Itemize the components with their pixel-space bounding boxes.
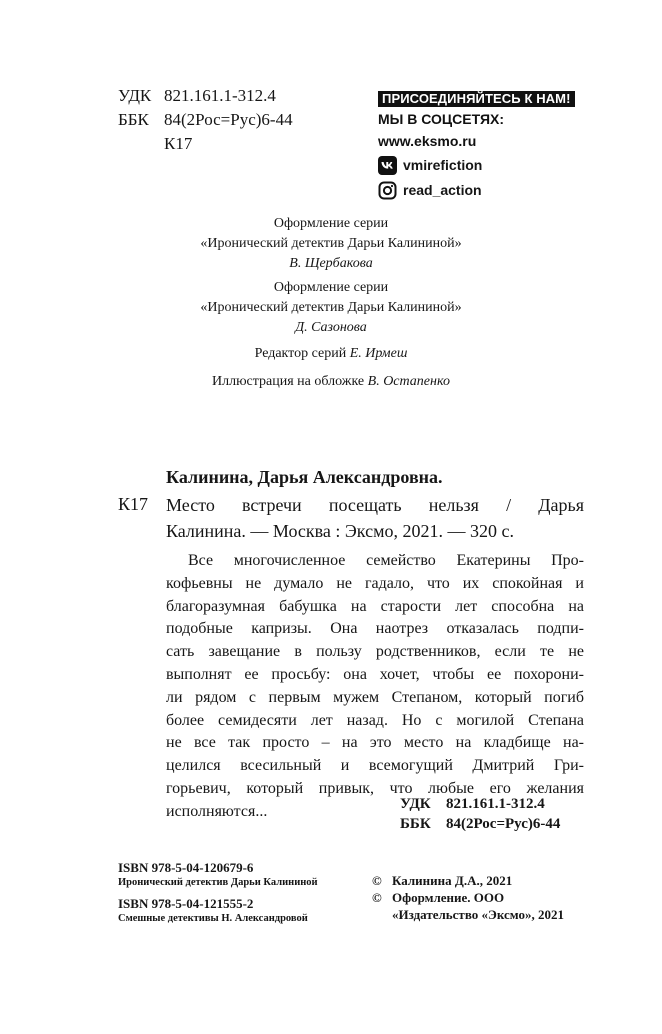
copyright-icon: © (372, 890, 382, 905)
series-design-credit-1 (0, 214, 662, 274)
annotation-line: не все так просто – на это место на кладбище на- (166, 734, 584, 752)
bbk-value: 84(2Рос=Рус)6-44 (164, 110, 293, 129)
instagram-handle: read_action (403, 182, 482, 198)
book-description-line: Калинина. — Москва : Эксмо, 2021. — 320 с. (166, 521, 514, 541)
vk-link[interactable] (378, 153, 575, 177)
vk-icon (378, 156, 397, 175)
udk-label: УДК (118, 86, 152, 105)
bbk-label: ББК (400, 816, 431, 832)
book-description-line: Место встречи посещать нельзя / Дарья (166, 495, 584, 515)
instagram-link[interactable] (378, 178, 575, 202)
annotation-line: подобные капризы. Она наотрез отказалась подпи- (166, 620, 584, 638)
credit-series: «Иронический детектив Дарьи Калининой» (200, 236, 462, 251)
annotation (166, 550, 584, 824)
annotation-line: целился всесильный и всемогущий Дмитрий Гри- (166, 757, 584, 775)
website-link[interactable]: www.eksmo.ru (378, 133, 477, 149)
credit-heading: Оформление серии (273, 280, 389, 295)
annotation-line: горьевич, который привык, что любые его желания (166, 779, 584, 797)
classification-top (118, 84, 293, 156)
annotation-line: благоразумная бабушка на старости лет способна на (166, 597, 584, 615)
illustration-name: В. Остапенко (367, 374, 450, 389)
illustration-credit (0, 372, 662, 392)
vk-handle: vmirefiction (403, 157, 483, 173)
isbn-2: ISBN 978-5-04-121555-2 (118, 896, 254, 911)
credit-heading: Оформление серии (273, 216, 389, 231)
credit-name: Д. Сазонова (295, 320, 367, 335)
copyright-publisher: «Издательство «Эксмо», 2021 (392, 907, 564, 922)
annotation-line: выполнят ее просьбу: она хочет, чтобы ее похорони- (166, 665, 584, 683)
author-code: К17 (118, 494, 149, 514)
udk-label: УДК (400, 796, 431, 812)
editor-credit (0, 344, 662, 364)
author-mark: К17 (164, 134, 193, 153)
credit-series: «Иронический детектив Дарьи Калининой» (200, 300, 462, 315)
classification-bottom (400, 794, 560, 834)
editor-name: Е. Ирмеш (349, 346, 408, 361)
udk-value: 821.161.1-312.4 (446, 796, 545, 812)
copyright-block (372, 872, 564, 923)
copyright-design: Оформление. ООО (392, 890, 505, 905)
join-banner: ПРИСОЕДИНЯЙТЕСЬ К НАМ! (378, 91, 575, 107)
udk-value: 821.161.1-312.4 (164, 86, 276, 105)
annotation-line: Все многочисленное семейство Екатерины Про- (188, 552, 584, 569)
bbk-value: 84(2Рос=Рус)6-44 (446, 816, 561, 832)
isbn-1-series: Иронический детектив Дарьи Калининой (118, 877, 318, 888)
annotation-line: более семидесяти лет назад. Но с могилой Степана (166, 711, 584, 729)
book-description (166, 492, 584, 544)
isbn-1: ISBN 978-5-04-120679-6 (118, 860, 254, 875)
isbn-2-series: Смешные детективы Н. Александровой (118, 913, 308, 924)
annotation-line: сать завещание в пользу родственников, если те не (166, 643, 584, 661)
bbk-label: ББК (118, 110, 149, 129)
annotation-line: исполняются... (166, 802, 268, 820)
annotation-line: ли рядом с первым мужем Степаном, который погиб (166, 688, 584, 706)
isbn-block (118, 860, 318, 932)
social-label: МЫ В СОЦСЕТЯХ: (378, 111, 505, 127)
social-block (378, 90, 575, 202)
instagram-icon (378, 181, 397, 200)
author-heading: Калинина, Дарья Александровна. (166, 467, 443, 487)
series-design-credit-2 (0, 278, 662, 338)
copyright-icon: © (372, 873, 382, 888)
copyright-author: Калинина Д.А., 2021 (392, 873, 513, 888)
annotation-line: кофьевны не думало не гадало, что их спокойная и (166, 574, 584, 592)
credit-name: В. Щербакова (289, 256, 373, 271)
editor-label: Редактор серий (254, 346, 347, 361)
illustration-label: Иллюстрация на обложке (212, 374, 365, 389)
